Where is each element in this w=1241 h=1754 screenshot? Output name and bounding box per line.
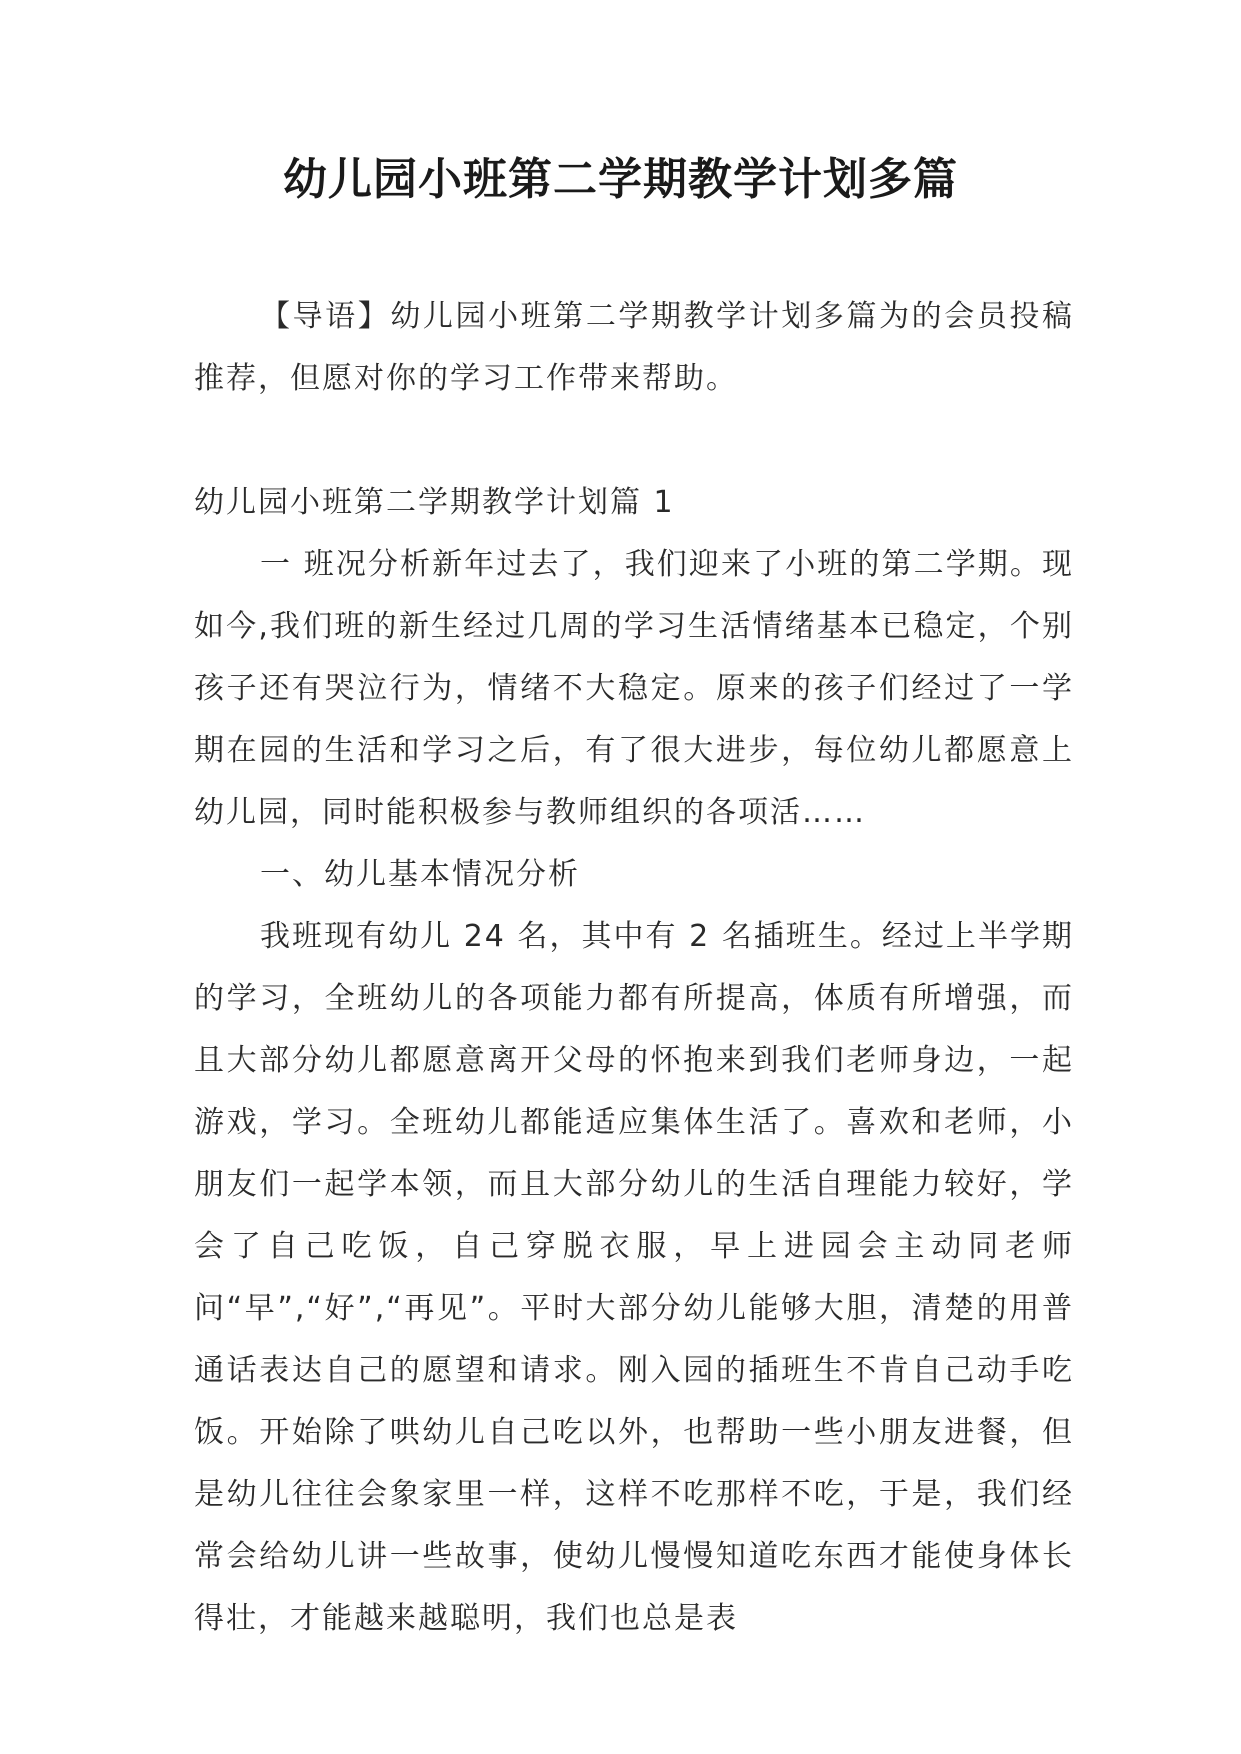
intro-paragraph: 【导语】幼儿园小班第二学期教学计划多篇为的会员投稿推荐，但愿对你的学习工作带来帮助。: [194, 299, 1074, 396]
document-title: 幼儿园小班第二学期教学计划多篇: [283, 154, 958, 205]
document-body: [194, 286, 1074, 1650]
paragraph-class-overview: 一 班况分析新年过去了，我们迎来了小班的第二学期。现如今,我们班的新生经过几周的学习生活情绪基本已稳定，个别孩子还有哭泣行为，情绪不大稳定。原来的孩子们经过了一学期在园的生活和学习之后，有了很大进步，每位幼儿都愿意上幼儿园，同时能积极参与教师组织的各项活……: [194, 547, 1074, 830]
paragraph-basic-analysis: 我班现有幼儿 24 名，其中有 2 名插班生。经过上半学期的学习，全班幼儿的各项能力都有所提高，体质有所增强，而且大部分幼儿都愿意离开父母的怀抱来到我们老师身边，一起游戏，学习。全班幼儿都能适应集体生活了。喜欢和老师，小朋友们一起学本领，而且大部分幼儿的生活自理能力较好，学会了自己吃饭，自己穿脱衣服，早上进园会主动同老师问“早”,“好”,“再见”。平时大部分幼儿能够大胆，清楚的用普通话表达自己的愿望和请求。刚入园的插班生不肯自己动手吃饭。开始除了哄幼儿自己吃以外，也帮助一些小朋友进餐，但是幼儿往往会象家里一样，这样不吃那样不吃，于是，我们经常会给幼儿讲一些故事，使幼儿慢慢知道吃东西才能使身体长得壮，才能越来越聪明，我们也总是表: [194, 919, 1074, 1636]
subheading-basic-analysis: 一、幼儿基本情况分析: [260, 857, 580, 892]
section-heading: 幼儿园小班第二学期教学计划篇 1: [194, 485, 675, 520]
